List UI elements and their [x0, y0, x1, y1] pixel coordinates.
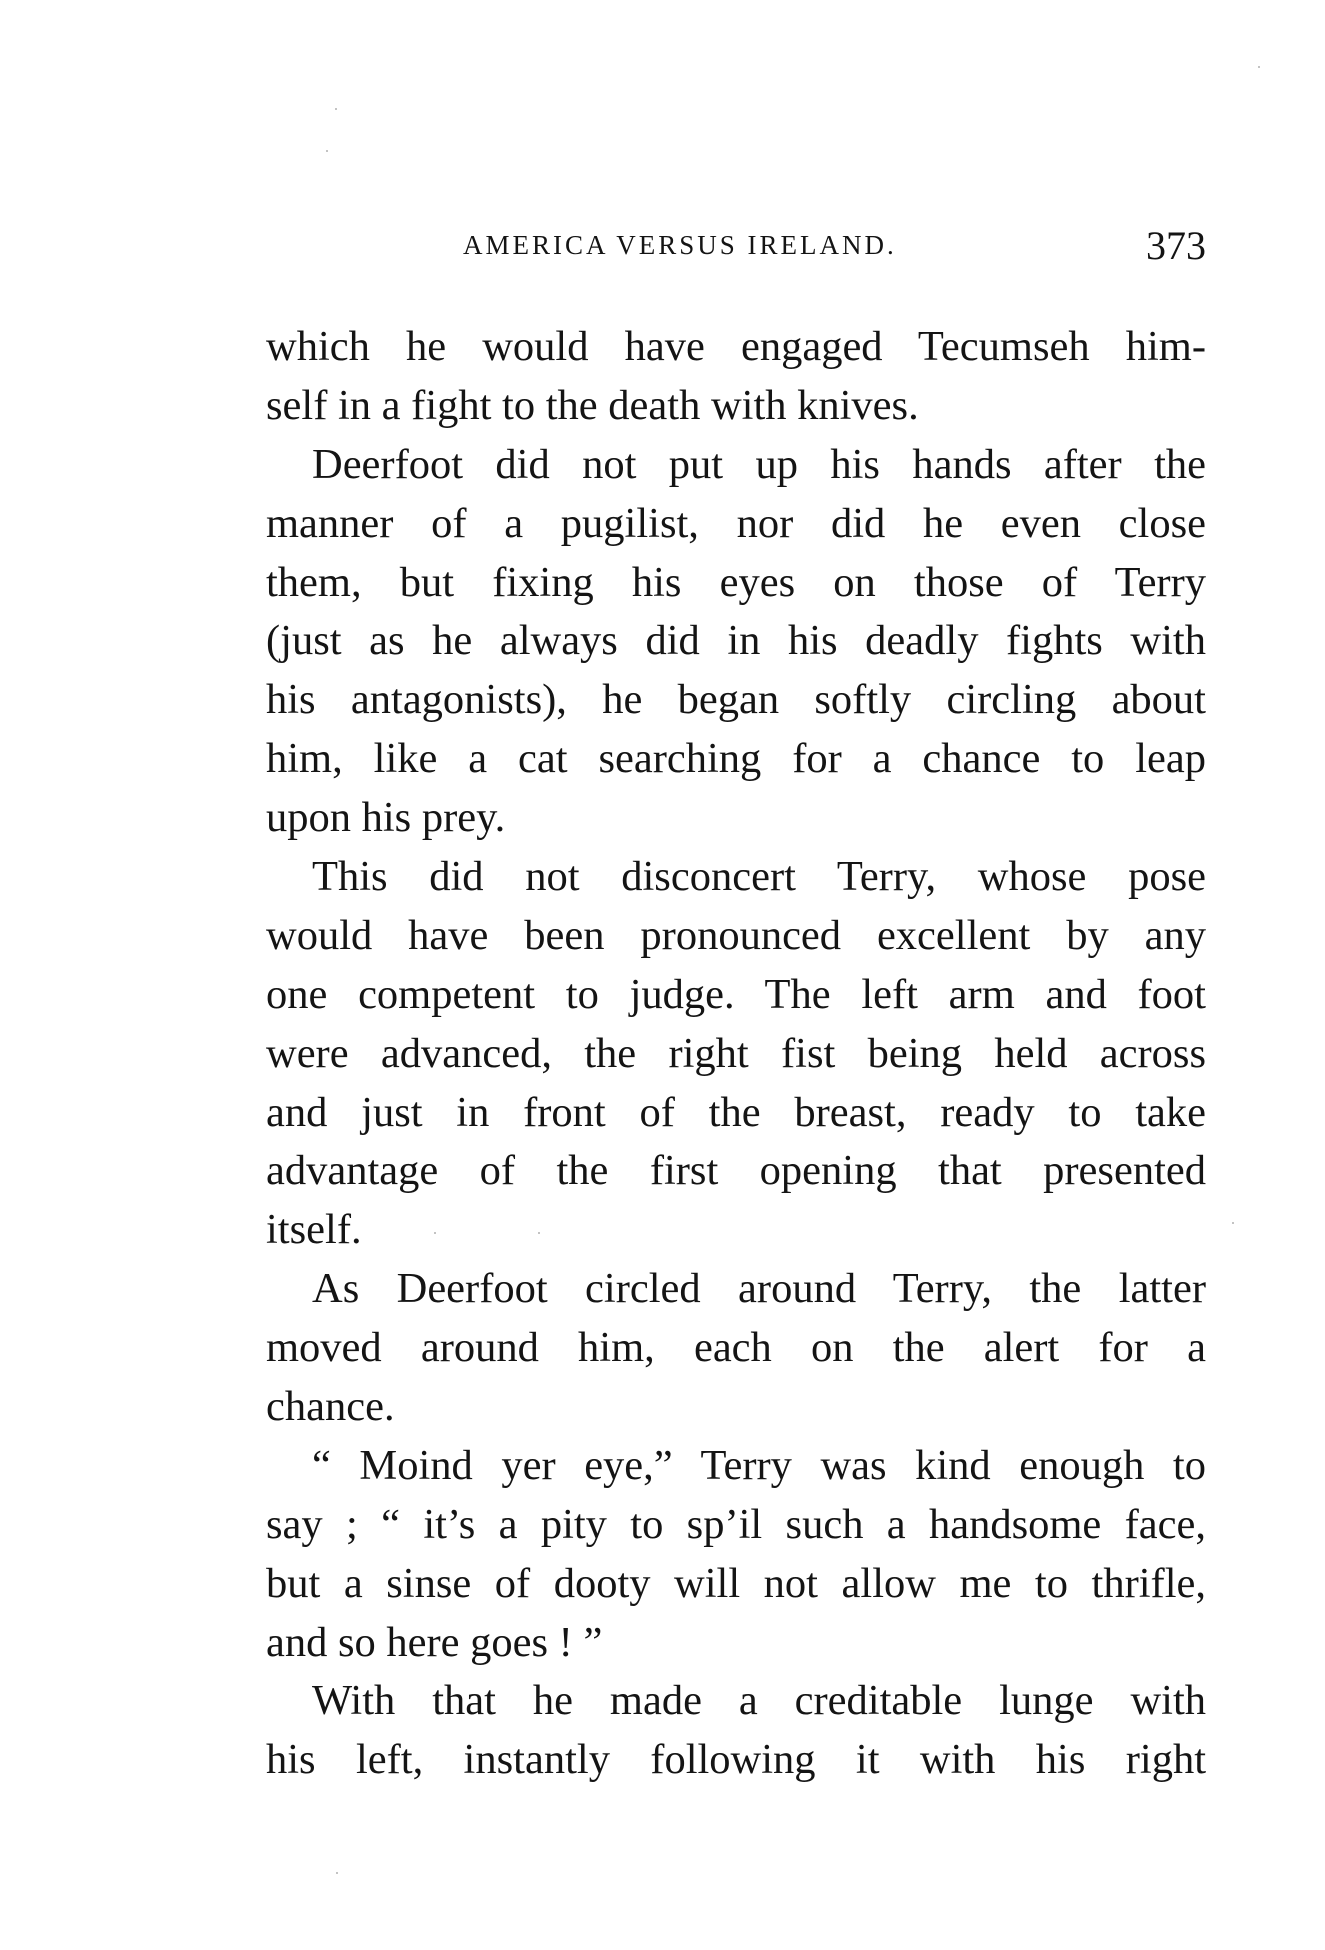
- paper-speck: [538, 1232, 540, 1234]
- text-line: itself.: [266, 1206, 362, 1254]
- paragraph: [266, 848, 1206, 1260]
- text-line: With that he made a creditable lunge with: [312, 1677, 1206, 1725]
- paper-speck: [326, 150, 328, 152]
- running-title: AMERICA VERSUS IRELAND.: [463, 230, 897, 260]
- paper-speck: [434, 1232, 436, 1234]
- text-line: one competent to judge. The left arm and foot: [266, 970, 1206, 1018]
- text-line: him, like a cat searching for a chance to leap: [266, 735, 1206, 783]
- text-line: moved around him, each on the alert for a: [266, 1324, 1206, 1372]
- running-head: [266, 222, 1206, 272]
- paper-speck: [336, 1872, 338, 1874]
- text-line: upon his prey.: [266, 794, 506, 842]
- paragraph: [266, 436, 1206, 848]
- text-line: self in a fight to the death with knives.: [266, 381, 919, 429]
- paragraph: [266, 1672, 1206, 1790]
- paper-speck: [1258, 66, 1260, 68]
- text-line: chance.: [266, 1383, 395, 1431]
- text-line: (just as he always did in his deadly fights with: [266, 617, 1206, 665]
- text-line: his left, instantly following it with his right: [266, 1736, 1206, 1784]
- text-line: were advanced, the right fist being held across: [266, 1029, 1206, 1077]
- body-text: [266, 318, 1206, 1790]
- paper-speck: [1232, 1222, 1234, 1224]
- paragraph: [266, 1437, 1206, 1673]
- paragraph: [266, 1260, 1206, 1437]
- text-line: and so here goes ! ”: [266, 1618, 603, 1666]
- text-line: advantage of the first opening that presented: [266, 1147, 1206, 1195]
- text-line: which he would have engaged Tecumseh him-: [266, 323, 1206, 370]
- text-line: and just in front of the breast, ready to take: [266, 1088, 1206, 1136]
- text-line: As Deerfoot circled around Terry, the latter: [312, 1265, 1206, 1313]
- page-number: 373: [1146, 223, 1206, 268]
- text-line: his antagonists), he began softly circling about: [266, 676, 1206, 724]
- text-line: “ Moind yer eye,” Terry was kind enough to: [312, 1441, 1206, 1489]
- paper-speck: [335, 108, 337, 110]
- text-line: would have been pronounced excellent by any: [266, 911, 1206, 959]
- text-line: say ; “ it’s a pity to sp’il such a handsome face,: [266, 1500, 1206, 1548]
- text-line: manner of a pugilist, nor did he even close: [266, 499, 1206, 547]
- text-line: them, but fixing his eyes on those of Terry: [266, 558, 1206, 606]
- text-line: This did not disconcert Terry, whose pose: [312, 853, 1206, 901]
- text-line: but a sinse of dooty will not allow me to thrifle,: [266, 1559, 1206, 1607]
- text-line: Deerfoot did not put up his hands after the: [312, 440, 1206, 488]
- paragraph: [266, 318, 1206, 436]
